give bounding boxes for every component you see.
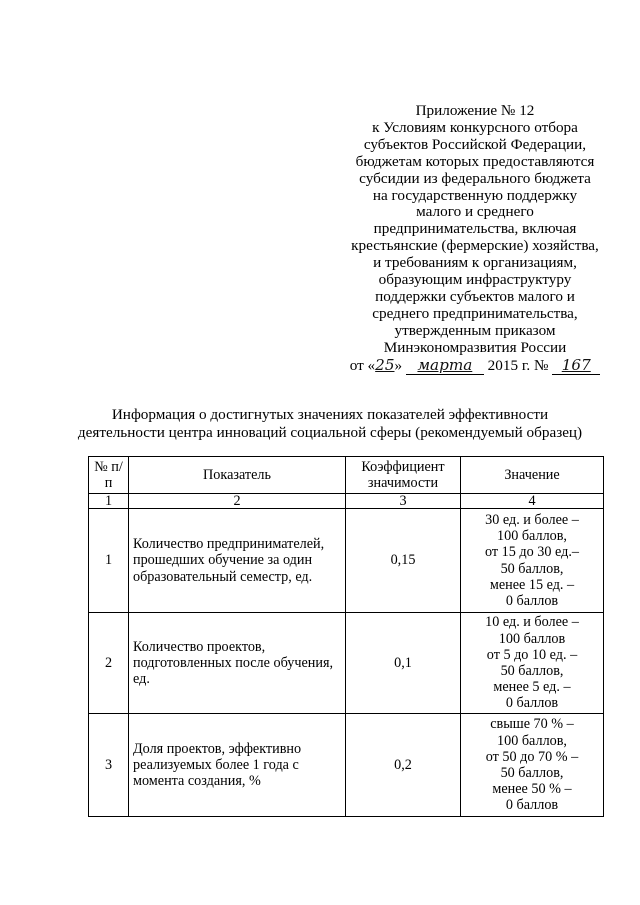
header-coefficient: Коэффициент значимости <box>346 457 461 494</box>
appendix-line: предпринимательства, включая <box>373 220 577 238</box>
scoring-line: 30 ед. и более – <box>485 511 579 528</box>
index-cell: 4 <box>461 494 604 509</box>
header-indicator: Показатель <box>129 457 346 494</box>
scoring-line: 50 баллов, <box>500 560 564 577</box>
scoring-line: 10 ед. и более – <box>485 614 579 631</box>
scoring-line: от 15 до 30 ед.– <box>485 544 579 561</box>
appendix-line: Минэкономразвития России <box>383 338 567 356</box>
scoring-line: менее 50 % – <box>492 781 572 798</box>
appendix-line: и требованиям к организациям, <box>373 254 577 272</box>
handwritten-month: марта <box>406 357 484 375</box>
appendix-line: Приложение № 12 <box>415 102 535 119</box>
table-row <box>89 509 604 613</box>
table-row <box>89 714 604 817</box>
title-line-1: Информация о достигнутых значениях показателей эффективности <box>111 406 549 423</box>
scoring-line: 100 баллов, <box>497 528 567 545</box>
appendix-line: к Условиям конкурсного отбора <box>372 118 578 136</box>
coefficient-value: 0,1 <box>346 613 461 714</box>
scoring-line: 0 баллов <box>505 797 559 814</box>
scoring-line: менее 5 ед. – <box>493 679 571 696</box>
scoring-line: 50 баллов, <box>500 663 564 679</box>
coefficient-value: 0,15 <box>346 509 461 613</box>
appendix-line: утвержденным приказом <box>394 321 556 339</box>
indicators-table <box>88 456 604 817</box>
scoring-line: менее 15 ед. – <box>489 576 575 593</box>
table-row <box>89 613 604 714</box>
header-value: Значение <box>461 457 604 494</box>
scoring-line: 0 баллов <box>505 592 559 609</box>
appendix-line: поддержки субъектов малого и <box>375 287 575 305</box>
appendix-line: крестьянские (фермерские) хозяйства, <box>351 237 599 255</box>
appendix-line: малого и среднего <box>416 203 534 221</box>
appendix-line: субсидии из федерального бюджета <box>359 169 591 187</box>
appendix-line: среднего предпринимательства, <box>372 304 578 322</box>
row-number: 3 <box>89 714 129 817</box>
scoring-cell <box>461 509 604 613</box>
order-date-line <box>340 357 610 375</box>
row-number: 2 <box>89 613 129 714</box>
index-cell: 3 <box>346 494 461 509</box>
appendix-line: субъектов Российской Федерации, <box>363 135 587 153</box>
header-num: № п/п <box>89 457 129 494</box>
date-quote-close: » <box>394 356 403 374</box>
table-header-row <box>89 457 604 494</box>
index-cell: 1 <box>89 494 129 509</box>
scoring-line: 0 баллов <box>505 695 559 712</box>
scoring-line: 50 баллов, <box>500 765 564 781</box>
title-line-2: деятельности центра инноваций социальной сферы (рекомендуемый образец) <box>77 424 583 441</box>
appendix-line: образующим инфраструктуру <box>378 271 572 289</box>
row-number: 1 <box>89 509 129 613</box>
date-prefix: от « <box>349 356 376 374</box>
document-title <box>60 406 600 442</box>
index-cell: 2 <box>129 494 346 509</box>
handwritten-order-number: 167 <box>552 357 600 375</box>
appendix-header <box>340 103 610 375</box>
indicator-name: Количество предпринимателей, прошедших обучение за один образовательный семестр, ед. <box>129 509 346 613</box>
indicator-name: Доля проектов, эффективно реализуемых более 1 года с момента создания, % <box>129 714 346 817</box>
coefficient-value: 0,2 <box>346 714 461 817</box>
scoring-line: от 5 до 10 ед. – <box>486 646 578 663</box>
handwritten-day: 25 <box>375 355 395 374</box>
scoring-cell <box>461 714 604 817</box>
appendix-line: бюджетам которых предоставляются <box>355 152 595 170</box>
column-index-row <box>89 494 604 509</box>
scoring-line: 100 баллов, <box>497 732 567 749</box>
scoring-line: 100 баллов <box>498 630 566 647</box>
indicator-name: Количество проектов, подготовленных после обучения, ед. <box>129 613 346 714</box>
appendix-line: на государственную поддержку <box>372 186 578 204</box>
date-year: 2015 г. № <box>487 356 549 374</box>
scoring-cell <box>461 613 604 714</box>
scoring-line: свыше 70 % – <box>490 716 574 733</box>
scoring-line: от 50 до 70 % – <box>485 748 579 765</box>
